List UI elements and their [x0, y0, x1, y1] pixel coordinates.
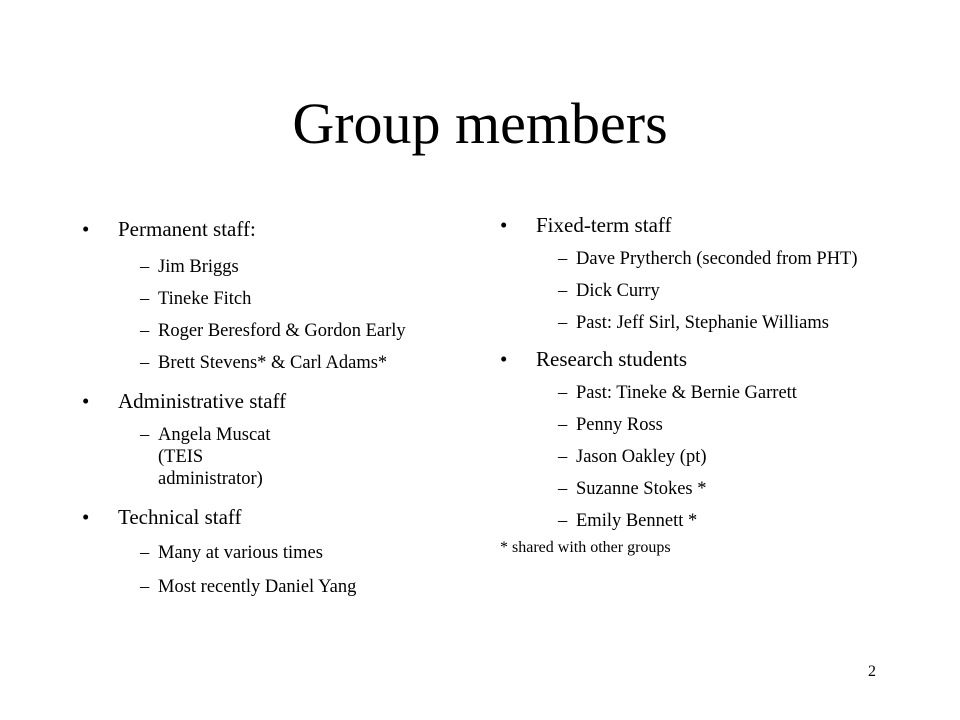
left-column — [82, 214, 482, 598]
dash-icon: – — [140, 577, 150, 597]
dash-icon: – — [558, 281, 568, 301]
slide-title: Group members — [292, 91, 668, 156]
bullet-icon: • — [500, 213, 508, 237]
item-label: Roger Beresford & Gordon Early — [158, 321, 406, 341]
dash-icon: – — [558, 249, 568, 269]
list-item — [82, 576, 482, 598]
dash-icon: – — [558, 313, 568, 333]
list-item — [500, 280, 880, 302]
heading-label: Research students — [536, 347, 688, 371]
item-label: Penny Ross — [576, 415, 663, 435]
list-item — [82, 256, 482, 278]
item-label: Tineke Fitch — [158, 289, 252, 309]
heading-label: Administrative staff — [118, 389, 287, 413]
heading-administrative-staff — [82, 386, 482, 416]
item-label: Jason Oakley (pt) — [576, 447, 707, 467]
list-item — [82, 352, 482, 374]
dash-icon: – — [558, 447, 568, 467]
item-label: Many at various times — [158, 543, 323, 563]
list-item — [500, 382, 880, 404]
item-label: Dave Prytherch (seconded from PHT) — [576, 249, 858, 269]
dash-icon: – — [558, 383, 568, 403]
item-label: Angela Muscat (TEIS administrator) — [158, 425, 271, 489]
list-item — [82, 542, 482, 564]
heading-technical-staff — [82, 502, 482, 532]
bullet-icon: • — [82, 389, 90, 413]
list-item — [82, 320, 458, 342]
bullet-icon: • — [82, 505, 90, 529]
page-number: 2 — [868, 663, 876, 680]
item-label: Emily Bennett * — [576, 511, 698, 531]
dash-icon: – — [558, 415, 568, 435]
dash-icon: – — [140, 321, 150, 341]
item-label: Most recently Daniel Yang — [158, 577, 357, 597]
heading-label: Permanent staff: — [118, 217, 256, 241]
list-item — [500, 312, 876, 334]
item-label: Suzanne Stokes * — [576, 479, 707, 499]
heading-permanent-staff — [82, 214, 482, 244]
heading-label: Fixed-term staff — [536, 213, 672, 237]
dash-icon: – — [558, 479, 568, 499]
bullet-icon: • — [82, 217, 90, 241]
item-label: Jim Briggs — [158, 257, 239, 277]
right-column — [500, 210, 880, 558]
dash-icon: – — [140, 257, 150, 277]
heading-label: Technical staff — [118, 505, 242, 529]
heading-fixed-term-staff — [500, 210, 880, 240]
list-item — [500, 478, 880, 500]
list-item — [82, 424, 308, 490]
list-item — [500, 446, 880, 468]
list-item — [500, 248, 876, 270]
dash-icon: – — [140, 425, 150, 445]
dash-icon: – — [140, 543, 150, 563]
item-label: Past: Tineke & Bernie Garrett — [576, 383, 797, 403]
footnote: * shared with other groups — [500, 539, 671, 556]
dash-icon: – — [558, 511, 568, 531]
list-item — [500, 414, 880, 436]
dash-icon: – — [140, 353, 150, 373]
list-item — [82, 288, 482, 310]
heading-research-students — [500, 344, 880, 374]
item-label: Brett Stevens* & Carl Adams* — [158, 353, 388, 373]
bullet-icon: • — [500, 347, 508, 371]
item-label: Dick Curry — [576, 281, 660, 301]
dash-icon: – — [140, 289, 150, 309]
item-label: Past: Jeff Sirl, Stephanie Williams — [576, 313, 829, 333]
list-item — [500, 510, 880, 532]
